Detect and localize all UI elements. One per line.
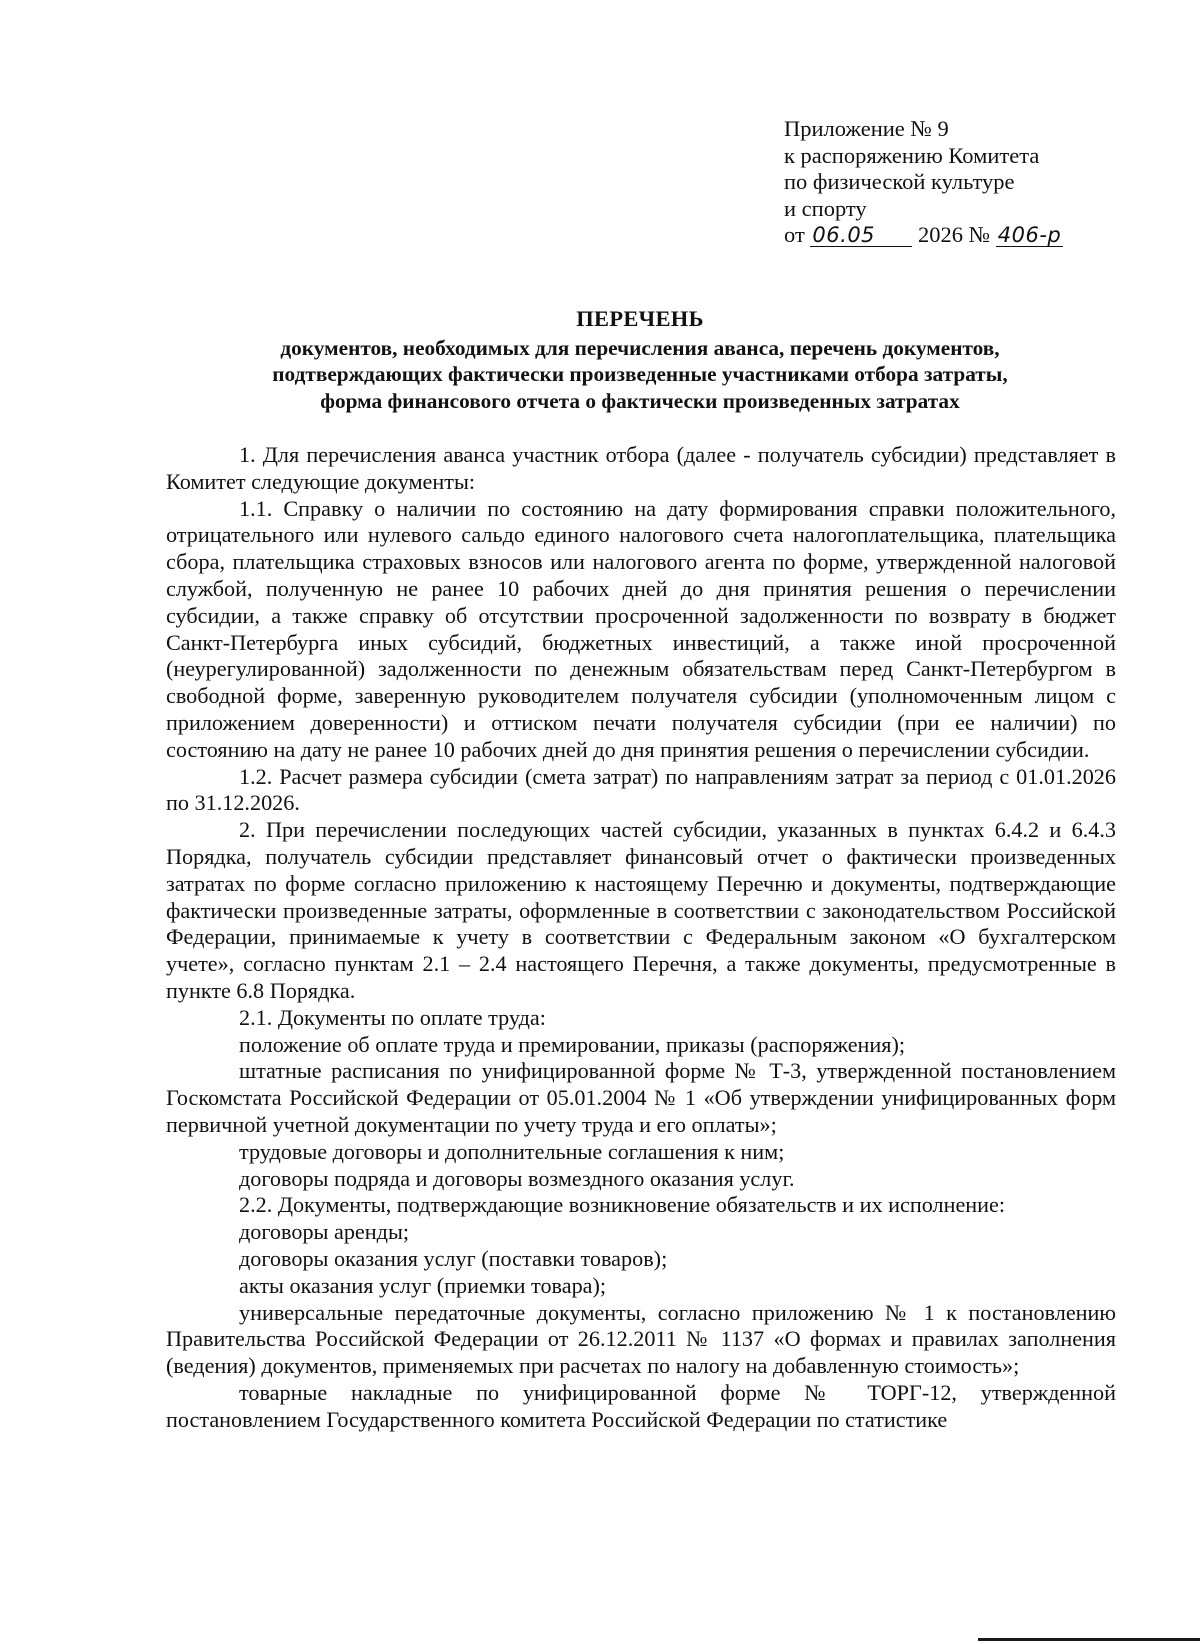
paragraph-1-1: 1.1. Справку о наличии по состоянию на дату формирования справки положительного, отрицательного или нулевого сальдо единого налогового счета налогоплательщика, плательщика сбора, плательщика страховых взносов или налогового агента по форме, утвержденной налоговой службой, полученную не ранее 10 рабочих дней до дня принятия решения о перечислении субсидии, а также справку об отсутствии просроченной задолженности по возврату в бюджет Санкт-Петербурга иных субсидий, бюджетных инвестиций, а также иной просроченной (неурегулированной) задолженности по денежным обязательствам перед Санкт-Петербургом в свободной форме, заверенную руководителем получателя субсидии (уполномоченным лицом с приложением доверенности) и оттиском печати получателя субсидии (при ее наличии) по состоянию на дату не ранее 10 рабочих дней до дня принятия решения о перечислении субсидии. bbox=[166, 495, 1116, 762]
handwritten-date: 06.05 bbox=[810, 224, 912, 247]
title-subline-3: форма финансового отчета о фактически произведенных затратах bbox=[320, 389, 960, 414]
paragraph-2-2: 2.2. Документы, подтверждающие возникновение обязательств и их исполнение: bbox=[239, 1192, 1006, 1218]
paragraph-2: 2. При перечислении последующих частей субсидии, указанных в пунктах 6.4.2 и 6.4.3 Порядка, получатель субсидии представляет финансовый отчет о фактически произведенных затратах по форме согласно приложению к настоящему Перечню и документы, подтверждающие фактически произведенные затраты, оформленные в соответствии с законодательством Российской Федерации, принимаемые к учету в соответствии с Федеральным законом «О бухгалтерском учете», согласно пунктам 2.1 – 2.4 настоящего Перечня, а также документы, предусмотренные в пункте 6.8 Порядка. bbox=[166, 817, 1116, 1003]
appendix-date-line bbox=[784, 222, 1164, 249]
title-heading: ПЕРЕЧЕНЬ bbox=[576, 306, 704, 331]
list-item: трудовые договоры и дополнительные соглашения к ним; bbox=[239, 1138, 785, 1164]
title-subline-1: документов, необходимых для перечисления аванса, перечень документов, bbox=[280, 335, 1000, 360]
document-body bbox=[166, 442, 1116, 1433]
document-title bbox=[165, 306, 1115, 415]
appendix-line-3: по физической культуре bbox=[784, 169, 1015, 194]
paragraph-1-2: 1.2. Расчет размера субсидии (смета затрат) по направлениям затрат за период с 01.01.2026 по 31.12.2026. bbox=[166, 763, 1116, 816]
scan-edge-mark bbox=[978, 1638, 1200, 1641]
list-item: договоры аренды; bbox=[239, 1219, 410, 1245]
list-item: товарные накладные по унифицированной форме № ТОРГ-12, утвержденной постановлением Государственного комитета Российской Федерации по статистике bbox=[166, 1379, 1116, 1432]
paragraph-2-1: 2.1. Документы по оплате труда: bbox=[239, 1004, 546, 1030]
list-item: положение об оплате труда и премировании, приказы (распоряжения); bbox=[239, 1031, 906, 1057]
appendix-line-1: Приложение № 9 bbox=[784, 116, 949, 141]
paragraph-1: 1. Для перечисления аванса участник отбора (далее - получатель субсидии) представляет в Комитет следующие документы: bbox=[166, 442, 1116, 494]
handwritten-number: 406-р bbox=[997, 223, 1062, 247]
list-item: универсальные передаточные документы, согласно приложению № 1 к постановлению Правительства Российской Федерации от 26.12.2011 № 1137 «О формах и правилах заполнения (ведения) документов, применяемых при расчетах по налогу на добавленную стоимость»; bbox=[166, 1299, 1116, 1379]
date-prefix: от bbox=[784, 222, 805, 247]
year-label: 2026 № bbox=[918, 222, 991, 247]
appendix-line-4: и спорту bbox=[784, 195, 867, 221]
list-item: договоры оказания услуг (поставки товаров); bbox=[239, 1245, 668, 1271]
list-item: штатные расписания по унифицированной форме № Т-3, утвержденной постановлением Госкомстата Российской Федерации от 05.01.2004 № 1 «Об утверждении унифицированных форм первичной учетной документации по учету труда и его оплаты»; bbox=[166, 1058, 1116, 1137]
appendix-header bbox=[784, 116, 1164, 249]
title-subline-2: подтверждающих фактически произведенные участниками отбора затраты, bbox=[272, 362, 1008, 387]
appendix-line-2: к распоряжению Комитета bbox=[784, 142, 1040, 168]
list-item: договоры подряда и договоры возмездного оказания услуг. bbox=[239, 1165, 795, 1191]
list-item: акты оказания услуг (приемки товара); bbox=[239, 1272, 607, 1298]
